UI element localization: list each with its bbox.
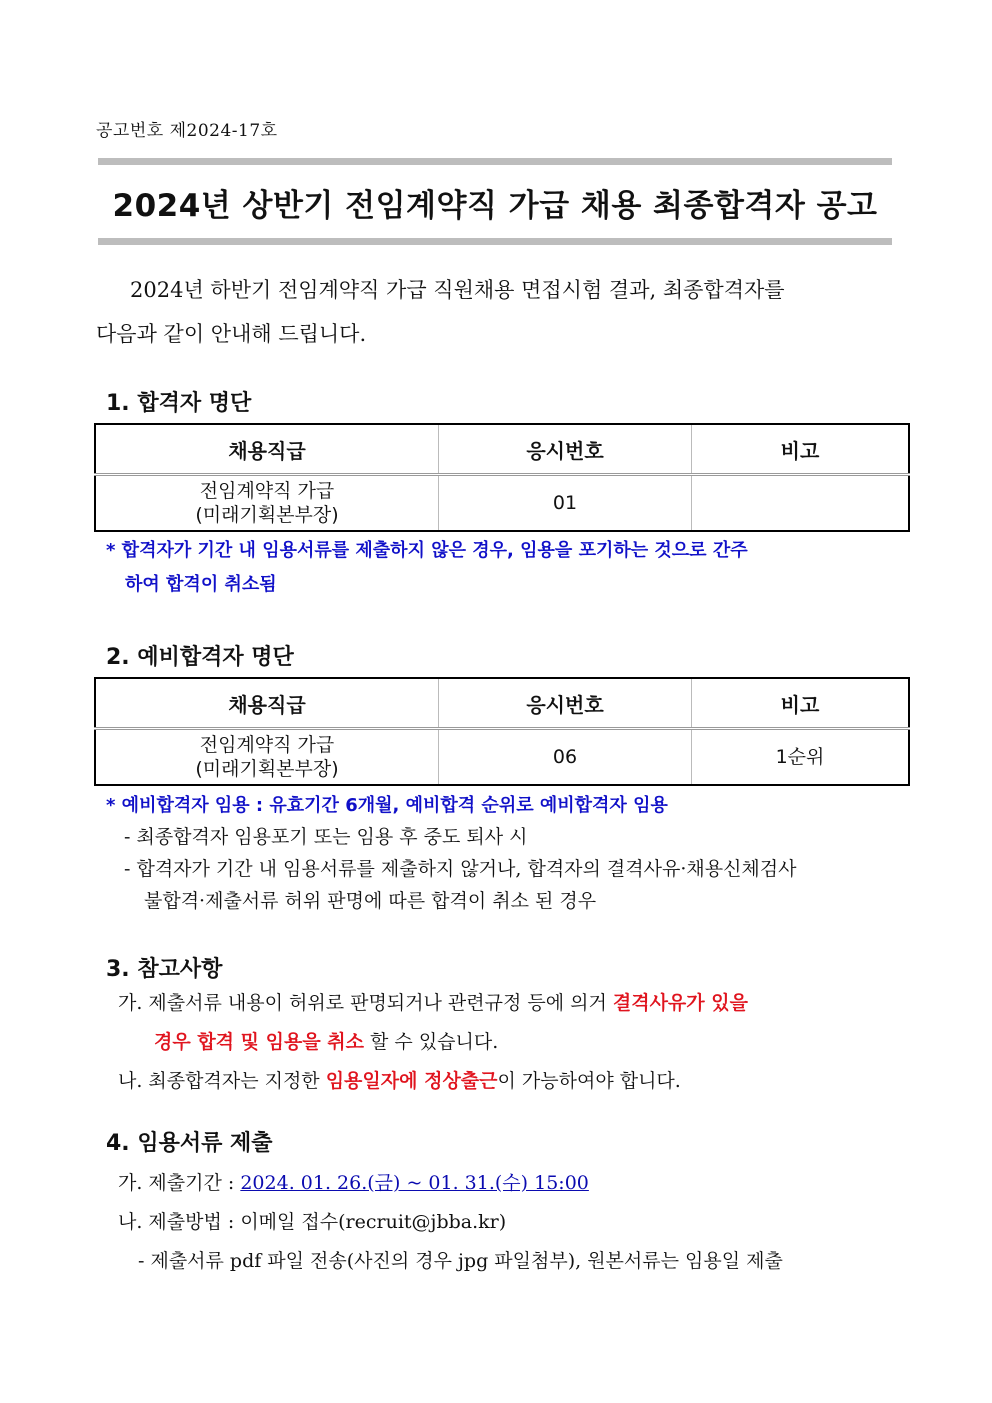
section-2-note: * 예비합격자 임용 : 유효기간 6개월, 예비합격 순위로 예비합격자 임용 <box>106 795 668 816</box>
table-header-row <box>95 678 909 729</box>
position-line-2: (미래기획본부장) <box>195 504 339 526</box>
cell-remark <box>692 475 910 532</box>
cell-remark: 1순위 <box>692 729 910 786</box>
title-top-rule <box>98 158 892 165</box>
section-1-heading: 1. 합격자 명단 <box>106 391 252 416</box>
item-2-emphasis: 임용일자에 정상출근 <box>325 1070 498 1092</box>
passer-table <box>94 423 910 532</box>
item-1-suffix: 할 수 있습니다. <box>364 1031 499 1053</box>
section-3-item-1-line-2 <box>154 1027 498 1054</box>
intro-line-2: 다음과 같이 안내해 드립니다. <box>96 322 367 346</box>
intro-line-1: 2024년 하반기 전임계약직 가급 직원채용 면접시험 결과, 최종합격자를 <box>130 278 785 302</box>
header-number: 응시번호 <box>439 424 692 475</box>
section-4-item-1 <box>118 1168 589 1195</box>
cell-position <box>95 475 439 532</box>
cell-number: 06 <box>439 729 692 786</box>
cell-number: 01 <box>439 475 692 532</box>
intro-paragraph <box>96 268 896 356</box>
section-2-heading: 2. 예비합격자 명단 <box>106 645 294 670</box>
table-header-row <box>95 424 909 475</box>
section-2-bullet-1: - 최종합격자 임용포기 또는 임용 후 중도 퇴사 시 <box>124 826 528 848</box>
header-remark: 비고 <box>692 678 910 729</box>
header-position: 채용직급 <box>95 424 439 475</box>
section-4-item-3: - 제출서류 pdf 파일 전송(사진의 경우 jpg 파일첨부), 원본서류는 임용일 제출 <box>138 1250 783 1272</box>
item-1-emphasis-2: 경우 합격 및 임용을 취소 <box>154 1031 364 1053</box>
item-1-emphasis-1: 결격사유가 있을 <box>612 992 748 1014</box>
position-line-1: 전임계약직 가급 <box>199 734 335 756</box>
title-bottom-rule <box>98 238 892 245</box>
submission-period: 2024. 01. 26.(금) ~ 01. 31.(수) 15:00 <box>240 1172 589 1194</box>
item-2-prefix: 나. 최종합격자는 지정한 <box>118 1070 326 1092</box>
table-row <box>95 729 909 786</box>
item-2-suffix: 이 가능하여야 합니다. <box>497 1070 681 1092</box>
item-1-prefix: 가. 제출서류 내용이 허위로 판명되거나 관련규정 등에 의거 <box>118 992 613 1014</box>
page-title: 2024년 상반기 전임계약직 가급 채용 최종합격자 공고 <box>112 188 878 224</box>
cell-position <box>95 729 439 786</box>
section-4-heading: 4. 임용서류 제출 <box>106 1131 273 1156</box>
period-prefix: 가. 제출기간 : <box>118 1172 241 1194</box>
notice-number: 공고번호 제2024-17호 <box>96 121 278 141</box>
reserve-table <box>94 677 910 786</box>
section-1-note-line-2: 하여 합격이 취소됨 <box>125 574 277 595</box>
section-4-item-2: 나. 제출방법 : 이메일 접수(recruit@jbba.kr) <box>118 1211 507 1233</box>
section-3-item-2 <box>118 1066 681 1093</box>
header-number: 응시번호 <box>439 678 692 729</box>
header-remark: 비고 <box>692 424 910 475</box>
section-2-bullet-2-line-2: 불합격·제출서류 허위 판명에 따른 합격이 취소 된 경우 <box>144 890 597 912</box>
table-row <box>95 475 909 532</box>
section-2-bullet-2-line-1: - 합격자가 기간 내 임용서류를 제출하지 않거나, 합격자의 결격사유·채용신체검사 <box>124 858 797 880</box>
section-3-heading: 3. 참고사항 <box>106 957 223 982</box>
section-1-note-line-1: * 합격자가 기간 내 임용서류를 제출하지 않은 경우, 임용을 포기하는 것으로 간주 <box>106 540 748 561</box>
position-line-1: 전임계약직 가급 <box>199 480 335 502</box>
section-3-item-1-line-1 <box>118 988 898 1015</box>
header-position: 채용직급 <box>95 678 439 729</box>
position-line-2: (미래기획본부장) <box>195 758 339 780</box>
